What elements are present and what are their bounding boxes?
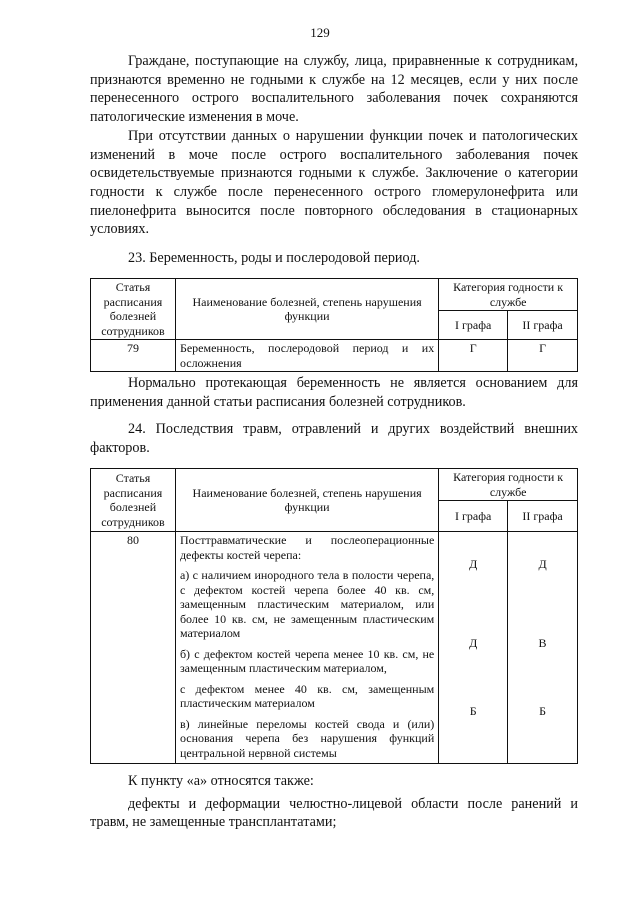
disease-name: Беременность, послеродовой период и их осложнения (175, 340, 438, 372)
section-23-heading: 23. Беременность, роды и послеродовой период. (128, 250, 420, 266)
page-number: 129 (310, 25, 330, 40)
header-column-2: II графа (508, 311, 578, 340)
item-a: а) с наличием инородного тела в полости черепа, с дефектом костей черепа более 40 кв. см, замещенным пластическим материалом, или более 10 кв. см, не замещенным пластическим материалом (179, 568, 435, 640)
section-23-note (90, 374, 578, 411)
header-disease-name: Наименование болезней, степень нарушения функции (175, 279, 438, 340)
category-c: Б (539, 704, 546, 718)
header-article: Статья расписания болезней сотрудников (91, 279, 176, 340)
header-column-2: II графа (508, 501, 578, 532)
item-b-continued: с дефектом менее 40 кв. см, замещенным пластическим материалом (179, 681, 435, 710)
header-column-1: I графа (439, 311, 508, 340)
table-row (91, 532, 578, 764)
paragraph: Граждане, поступающие на службу, лица, приравненные к сотрудникам, признаются временно не годными к службе на 12 месяцев, если у них после перенесенного острого воспалительного заболевания почек сохраняются патологические изменения в моче. (90, 53, 578, 126)
paragraph: Нормально протекающая беременность не является основанием для применения данной статьи расписания болезней сотрудников. (90, 375, 578, 410)
table-section-24 (90, 468, 578, 764)
category-col-1: Г (439, 340, 508, 372)
category-a: Д (538, 557, 547, 571)
category-col-1 (439, 532, 508, 764)
header-article: Статья расписания болезней сотрудников (91, 469, 176, 532)
article-number: 80 (91, 532, 176, 764)
disease-intro: Посттравматические и послеоперационные дефекты костей черепа: (179, 533, 435, 562)
paragraph: При отсутствии данных о нарушении функции почек и патологических изменений в моче после острого воспалительного заболевания почек освидетельствуемые признаются годными к службе. Заключение о категории годности к службе после перенесенного острого гломерулонефрита или пиелонефрита выносится после повторного обследования в стационарных условиях. (90, 127, 578, 238)
header-disease-name: Наименование болезней, степень нарушения функции (175, 469, 438, 532)
article-number: 79 (91, 340, 176, 372)
category-col-2: Г (508, 340, 578, 372)
header-category: Категория годности к службе (439, 469, 578, 501)
category-b: В (538, 635, 547, 650)
paragraph: дефекты и деформации челюстно-лицевой области после ранений и травм, не замещенные трансплантатами; (90, 795, 578, 831)
table-row (91, 340, 578, 372)
category-b: Д (469, 635, 478, 650)
outro-text (90, 772, 578, 832)
header-category: Категория годности к службе (439, 279, 578, 311)
intro-text (90, 52, 578, 239)
category-a: Д (469, 557, 478, 571)
paragraph: К пункту «а» относятся также: (128, 773, 314, 789)
category-col-2 (508, 532, 578, 764)
category-c: Б (469, 704, 477, 718)
item-c: в) линейные переломы костей свода и (или) основания черепа без нарушения функций центральной нервной системы (179, 716, 435, 760)
item-b: б) с дефектом костей черепа менее 10 кв. см, не замещенным пластическим материалом, (179, 646, 435, 675)
header-column-1: I графа (439, 501, 508, 532)
section-24-heading: 24. Последствия травм, отравлений и других воздействий внешних факторов. (90, 421, 578, 456)
table-section-23 (90, 278, 578, 372)
disease-description (175, 532, 438, 764)
